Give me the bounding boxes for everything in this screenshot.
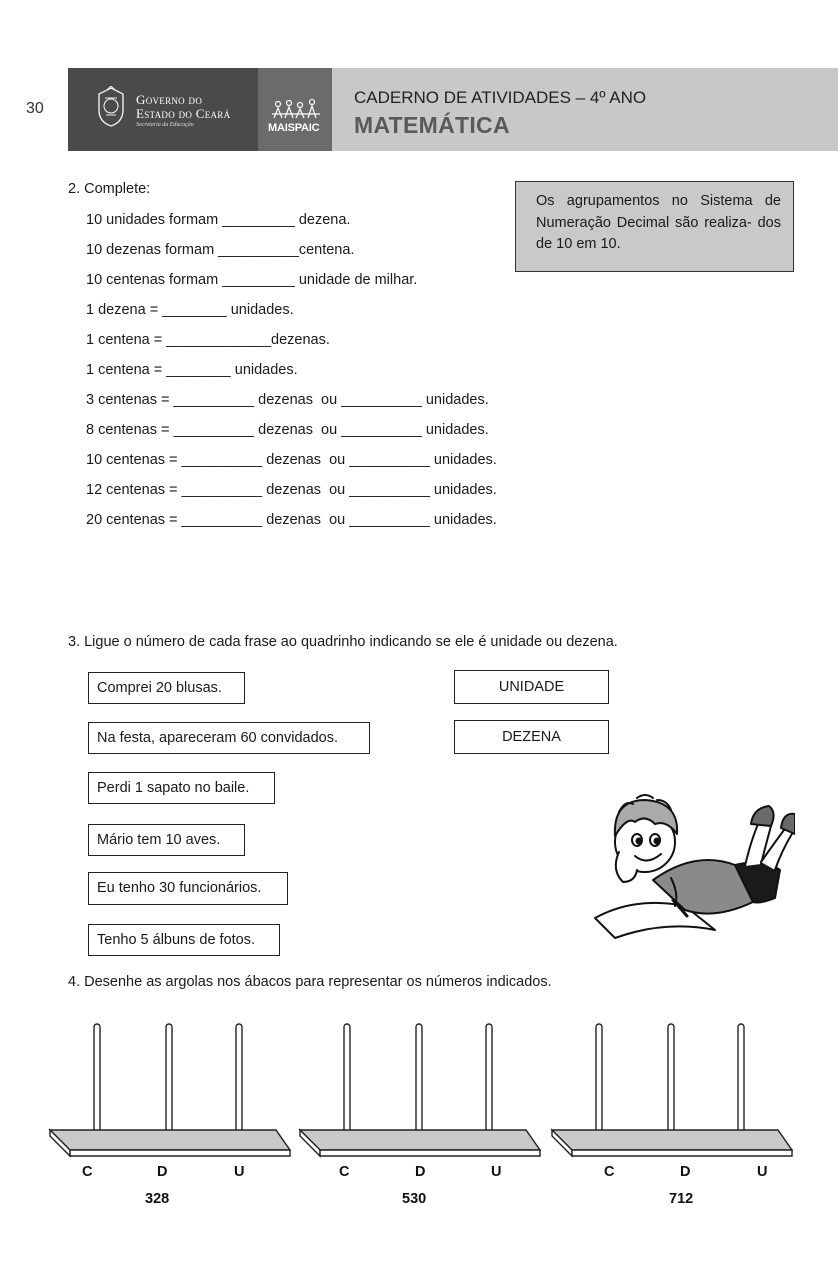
abacus-1 bbox=[48, 1022, 293, 1162]
abacus-1-label-c: C bbox=[82, 1164, 93, 1180]
maispaic-people-icon bbox=[270, 98, 322, 120]
q2-line: 20 centenas = __________ dezenas ou __________ unidades. bbox=[86, 512, 497, 528]
boy-illustration bbox=[575, 770, 795, 945]
abacus-3-number: 712 bbox=[669, 1191, 694, 1207]
abacus-1-label-d: D bbox=[157, 1164, 168, 1180]
q2-line: 10 unidades formam _________ dezena. bbox=[86, 212, 351, 228]
q2-line: 12 centenas = __________ dezenas ou __________ unidades. bbox=[86, 482, 497, 498]
phrase-box: Eu tenho 30 funcionários. bbox=[88, 872, 288, 905]
option-dezena: DEZENA bbox=[454, 720, 609, 754]
abacus-3 bbox=[550, 1022, 795, 1162]
info-box: Os agrupamentos no Sistema de Numeração Decimal são realiza- dos de 10 em 10. bbox=[515, 181, 794, 272]
phrase-box: Na festa, apareceram 60 convidados. bbox=[88, 722, 370, 754]
q4-heading: 4. Desenhe as argolas nos ábacos para representar os números indicados. bbox=[68, 974, 552, 990]
q3-heading: 3. Ligue o número de cada frase ao quadrinho indicando se ele é unidade ou dezena. bbox=[68, 634, 618, 650]
abacus-2-label-c: C bbox=[339, 1164, 350, 1180]
abacus-3-label-u: U bbox=[757, 1164, 768, 1180]
phrase-box: Perdi 1 sapato no baile. bbox=[88, 772, 275, 804]
subject-title: MATEMÁTICA bbox=[354, 112, 510, 138]
abacus-2-label-d: D bbox=[415, 1164, 426, 1180]
gov-line-1: Governo do bbox=[136, 92, 203, 107]
abacus-1-label-u: U bbox=[234, 1164, 245, 1180]
q2-line: 10 dezenas formam __________centena. bbox=[86, 242, 355, 258]
gov-line-3: Secretaria da Educação bbox=[136, 122, 194, 128]
q2-line: 1 dezena = ________ unidades. bbox=[86, 302, 294, 318]
maispaic-logo: MAISPAIC bbox=[268, 122, 320, 134]
option-unidade: UNIDADE bbox=[454, 670, 609, 704]
q2-line: 10 centenas formam _________ unidade de milhar. bbox=[86, 272, 418, 288]
abacus-3-label-c: C bbox=[604, 1164, 615, 1180]
abacus-2-label-u: U bbox=[491, 1164, 502, 1180]
q2-heading: 2. Complete: bbox=[68, 181, 151, 197]
abacus-2-number: 530 bbox=[402, 1191, 427, 1207]
abacus-3-label-d: D bbox=[680, 1164, 691, 1180]
gov-line-2: Estado do Ceará bbox=[136, 106, 231, 121]
abacus-2 bbox=[298, 1022, 543, 1162]
phrase-box: Comprei 20 blusas. bbox=[88, 672, 245, 704]
q2-line: 8 centenas = __________ dezenas ou __________ unidades. bbox=[86, 422, 489, 438]
q2-line: 3 centenas = __________ dezenas ou __________ unidades. bbox=[86, 392, 489, 408]
abacus-1-number: 328 bbox=[145, 1191, 170, 1207]
q2-line: 1 centena = ________ unidades. bbox=[86, 362, 298, 378]
q2-line: 10 centenas = __________ dezenas ou __________ unidades. bbox=[86, 452, 497, 468]
phrase-box: Tenho 5 álbuns de fotos. bbox=[88, 924, 280, 956]
phrase-box: Mário tem 10 aves. bbox=[88, 824, 245, 856]
q2-line: 1 centena = _____________dezenas. bbox=[86, 332, 330, 348]
page-number: 30 bbox=[26, 100, 44, 117]
state-crest-icon bbox=[96, 86, 126, 128]
notebook-title: CADERNO DE ATIVIDADES – 4º ANO bbox=[354, 88, 647, 107]
